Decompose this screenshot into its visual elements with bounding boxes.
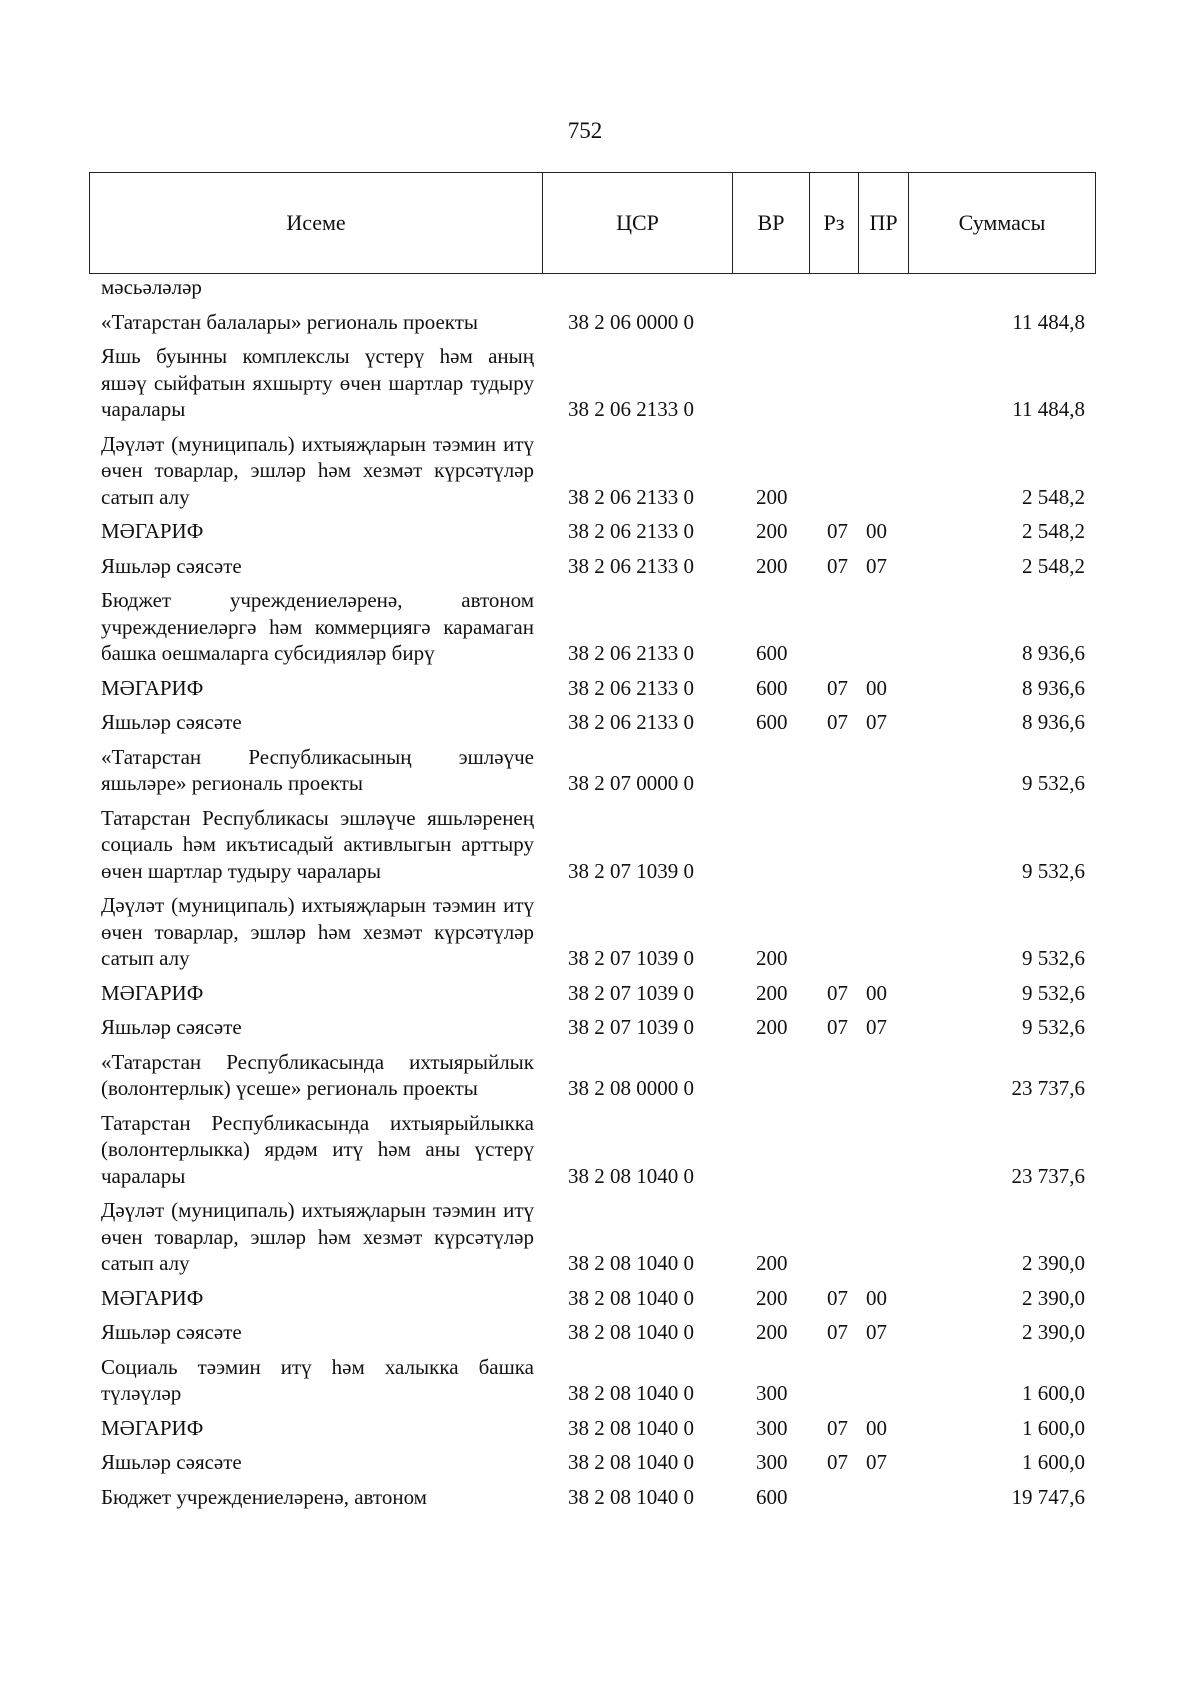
cell-name: Татарстан Республикасы эшләүче яшьләренең социаль һәм икътисадый активлыгын арттыру өчен шартлар тудыру чаралары (101, 805, 534, 883)
cell-pr (858, 1479, 908, 1514)
table-row (89, 1044, 1095, 1105)
table-row (89, 670, 1095, 705)
budget-table-body (89, 274, 1095, 1513)
cell-rz (809, 426, 858, 514)
cell-rz (809, 338, 858, 426)
cell-pr: 07 (866, 710, 887, 734)
cell-csr: 38 2 08 1040 0 (568, 1285, 694, 1310)
cell-rz (809, 1479, 858, 1514)
cell-sum: 2 548,2 (1022, 484, 1085, 509)
cell-name: МӘГАРИФ (101, 519, 204, 543)
cell-vr (732, 274, 809, 304)
table-row (89, 1410, 1095, 1445)
cell-sum: 1 600,0 (1022, 1415, 1085, 1440)
cell-vr (732, 304, 809, 339)
budget-table (89, 274, 1095, 1513)
cell-rz: 07 (827, 710, 848, 734)
table-row (89, 1105, 1095, 1193)
cell-name: «Татарстан Республикасында ихтыярыйлык (волонтерлык) үсеше» региональ проекты (101, 1049, 534, 1100)
cell-pr: 00 (866, 675, 887, 700)
cell-name: Яшьләр сәясәте (101, 1320, 242, 1344)
cell-vr: 200 (756, 553, 788, 578)
cell-rz: 07 (827, 980, 848, 1005)
cell-pr: 00 (866, 519, 887, 543)
cell-pr (858, 1044, 908, 1105)
cell-csr: 38 2 07 1039 0 (568, 980, 694, 1005)
cell-vr (732, 1044, 809, 1105)
cell-vr: 200 (756, 1251, 788, 1275)
cell-name: Дәүләт (муниципаль) ихтыяҗларын тәэмин итү өчен товарлар, эшләр һәм хезмәт күрсәтүләр сатып алу (101, 1198, 534, 1275)
cell-name: Социаль тәэмин итү һәм халыкка башка түләүләр (101, 1354, 534, 1405)
cell-csr: 38 2 08 0000 0 (568, 1076, 694, 1100)
cell-name: МӘГАРИФ (101, 1285, 204, 1310)
cell-name: Дәүләт (муниципаль) ихтыяҗларын тәэмин итү өчен товарлар, эшләр һәм хезмәт күрсәтүләр сатып алу (101, 431, 534, 509)
cell-vr (732, 800, 809, 888)
table-row (89, 1009, 1095, 1044)
cell-pr (858, 582, 908, 670)
cell-csr: 38 2 06 2133 0 (568, 710, 694, 734)
cell-pr (858, 1349, 908, 1410)
cell-sum: 9 532,6 (1022, 946, 1085, 970)
cell-pr: 07 (866, 553, 887, 578)
cell-sum: 2 390,0 (1022, 1320, 1085, 1344)
cell-rz: 07 (827, 1320, 848, 1344)
cell-sum: 19 747,6 (1011, 1484, 1085, 1509)
cell-csr: 38 2 06 0000 0 (568, 309, 694, 334)
cell-rz (809, 1044, 858, 1105)
table-row (89, 1314, 1095, 1349)
cell-sum: 2 390,0 (1022, 1285, 1085, 1310)
cell-name: Татарстан Республикасында ихтыярыйлыкка (волонтерлыкка) ярдәм итү һәм аны үстерү чаралары (101, 1110, 534, 1188)
cell-rz (809, 800, 858, 888)
table-row (89, 704, 1095, 739)
cell-rz (809, 739, 858, 800)
cell-pr (858, 739, 908, 800)
table-row (89, 1349, 1095, 1410)
cell-csr: 38 2 08 1040 0 (568, 1484, 694, 1509)
cell-sum: 1 600,0 (1022, 1381, 1085, 1405)
cell-vr: 600 (756, 710, 788, 734)
cell-pr (858, 887, 908, 975)
cell-vr: 600 (756, 675, 788, 700)
cell-vr (732, 1105, 809, 1193)
cell-sum: 2 548,2 (1022, 553, 1085, 578)
cell-csr: 38 2 06 2133 0 (568, 553, 694, 578)
cell-rz (809, 274, 858, 304)
cell-sum: 11 484,8 (1012, 309, 1085, 334)
table-row (89, 1280, 1095, 1315)
cell-name: Яшь буынны комплекслы үстерү һәм аның яшәү сыйфатын яхшырту өчен шартлар тудыру чаралары (101, 344, 534, 421)
cell-csr: 38 2 07 1039 0 (568, 858, 694, 883)
cell-sum: 2 390,0 (1022, 1251, 1085, 1275)
cell-name: мәсьәләләр (101, 275, 202, 299)
cell-vr: 300 (756, 1450, 788, 1474)
table-row (89, 274, 1095, 304)
cell-rz (809, 304, 858, 339)
cell-pr: 07 (866, 1015, 887, 1039)
cell-name: МӘГАРИФ (101, 1415, 204, 1440)
column-header-rz: Рз (810, 173, 859, 274)
cell-pr (858, 426, 908, 514)
cell-sum: 1 600,0 (1022, 1450, 1085, 1474)
cell-vr: 200 (756, 519, 788, 543)
cell-csr: 38 2 08 1040 0 (568, 1415, 694, 1440)
cell-pr: 00 (866, 980, 887, 1005)
cell-rz: 07 (827, 553, 848, 578)
cell-vr (732, 338, 809, 426)
table-row (89, 426, 1095, 514)
table-row (89, 739, 1095, 800)
cell-pr: 00 (866, 1415, 887, 1440)
cell-rz (809, 1192, 858, 1280)
table-row (89, 582, 1095, 670)
cell-sum: 9 532,6 (1022, 980, 1085, 1005)
cell-rz (809, 1349, 858, 1410)
cell-rz (809, 1105, 858, 1193)
cell-name: «Татарстан Республикасының эшләүче яшьләре» региональ проекты (101, 744, 534, 795)
cell-pr: 07 (866, 1320, 887, 1344)
cell-name: «Татарстан балалары» региональ проекты (101, 309, 478, 334)
cell-pr (858, 274, 908, 304)
cell-vr: 300 (756, 1381, 788, 1405)
cell-vr: 200 (756, 1320, 788, 1344)
table-row (89, 975, 1095, 1010)
cell-pr (858, 338, 908, 426)
table-row (89, 800, 1095, 888)
table-row (89, 1444, 1095, 1479)
cell-name: МӘГАРИФ (101, 980, 204, 1005)
cell-sum: 23 737,6 (1011, 1163, 1085, 1188)
cell-vr: 200 (756, 1285, 788, 1310)
column-header-pr: ПР (859, 173, 909, 274)
cell-csr: 38 2 08 1040 0 (568, 1320, 694, 1344)
column-header-name: Исеме (90, 173, 543, 274)
column-header-sum: Суммасы (909, 173, 1096, 274)
cell-csr: 38 2 08 1040 0 (568, 1251, 694, 1275)
cell-vr: 600 (756, 641, 788, 665)
cell-rz: 07 (827, 1015, 848, 1039)
column-header-csr: ЦСР (543, 173, 733, 274)
cell-name: Дәүләт (муниципаль) ихтыяҗларын тәэмин итү өчен товарлар, эшләр һәм хезмәт күрсәтүләр сатып алу (101, 893, 534, 970)
table-row (89, 304, 1095, 339)
cell-csr: 38 2 07 1039 0 (568, 1015, 694, 1039)
table-row (89, 513, 1095, 548)
cell-pr (858, 800, 908, 888)
cell-rz: 07 (827, 675, 848, 700)
cell-csr: 38 2 08 1040 0 (568, 1163, 694, 1188)
page-number: 752 (567, 118, 603, 143)
table-row (89, 1479, 1095, 1514)
cell-csr: 38 2 08 1040 0 (568, 1381, 694, 1405)
cell-vr: 200 (756, 980, 788, 1005)
cell-csr: 38 2 07 1039 0 (568, 946, 694, 970)
cell-name: Бюджет учреждениеләренә, автоном (101, 1484, 427, 1509)
cell-pr (858, 1192, 908, 1280)
cell-vr: 200 (756, 946, 788, 970)
cell-csr (542, 274, 732, 304)
cell-pr (858, 1105, 908, 1193)
cell-name: Яшьләр сәясәте (101, 553, 242, 578)
cell-sum: 8 936,6 (1022, 641, 1085, 665)
cell-rz (809, 582, 858, 670)
cell-sum (908, 274, 1095, 304)
cell-name: Яшьләр сәясәте (101, 710, 242, 734)
cell-csr: 38 2 06 2133 0 (568, 519, 694, 543)
cell-rz: 07 (827, 1450, 848, 1474)
table-row (89, 887, 1095, 975)
cell-vr (732, 739, 809, 800)
cell-csr: 38 2 08 1040 0 (568, 1450, 694, 1474)
cell-sum: 8 936,6 (1022, 710, 1085, 734)
table-header (89, 172, 1096, 274)
cell-pr: 00 (866, 1285, 887, 1310)
cell-rz (809, 887, 858, 975)
cell-csr: 38 2 07 0000 0 (568, 771, 694, 795)
cell-rz: 07 (827, 1415, 848, 1440)
cell-sum: 8 936,6 (1022, 675, 1085, 700)
cell-sum: 9 532,6 (1022, 771, 1085, 795)
cell-sum: 2 548,2 (1022, 519, 1085, 543)
table-row (89, 338, 1095, 426)
cell-vr: 200 (756, 1015, 788, 1039)
cell-name: Бюджет учреждениеләренә, автоном учреждениеләргә һәм коммерциягә карамаган башка оешмаларга субсидияләр бирү (101, 588, 534, 665)
cell-csr: 38 2 06 2133 0 (568, 675, 694, 700)
cell-pr: 07 (866, 1450, 887, 1474)
cell-rz: 07 (827, 1285, 848, 1310)
cell-name: Яшьләр сәясәте (101, 1015, 242, 1039)
cell-name: Яшьләр сәясәте (101, 1450, 242, 1474)
cell-sum: 9 532,6 (1022, 858, 1085, 883)
cell-sum: 11 484,8 (1012, 397, 1085, 421)
cell-sum: 23 737,6 (1011, 1076, 1085, 1100)
cell-vr: 200 (756, 484, 788, 509)
cell-vr: 300 (756, 1415, 788, 1440)
cell-rz: 07 (827, 519, 848, 543)
column-header-vr: ВР (733, 173, 810, 274)
cell-pr (858, 304, 908, 339)
table-row (89, 548, 1095, 583)
table-row (89, 1192, 1095, 1280)
cell-name: МӘГАРИФ (101, 675, 204, 700)
cell-csr: 38 2 06 2133 0 (568, 641, 694, 665)
cell-vr: 600 (756, 1484, 788, 1509)
cell-sum: 9 532,6 (1022, 1015, 1085, 1039)
cell-csr: 38 2 06 2133 0 (568, 484, 694, 509)
cell-csr: 38 2 06 2133 0 (568, 397, 694, 421)
